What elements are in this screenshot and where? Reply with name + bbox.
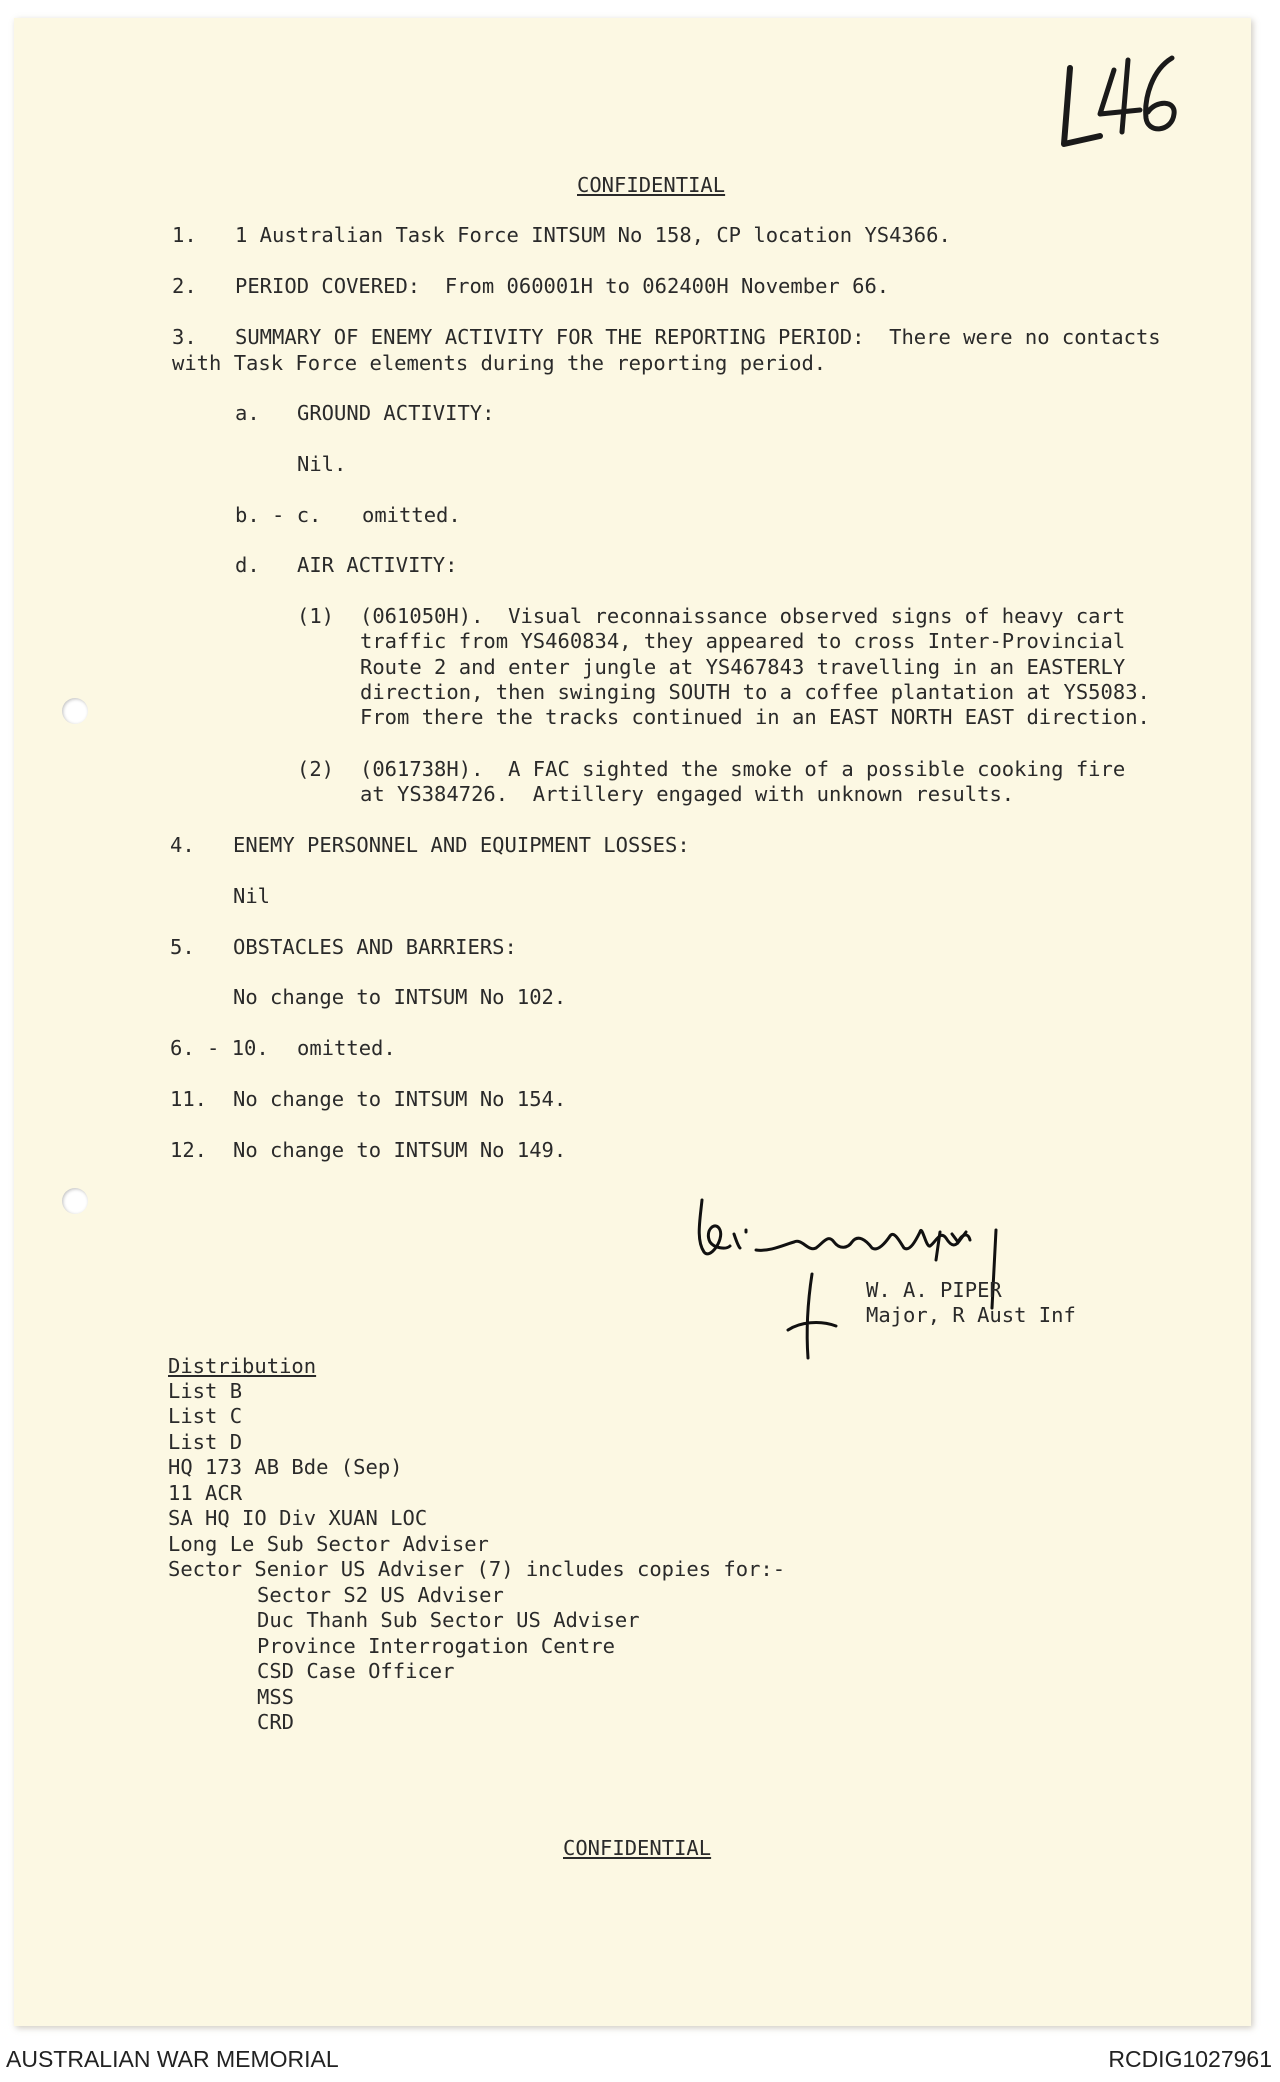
air-activity-1-line: From there the tracks continued in an EAST NORTH EAST direction. [360,705,1150,729]
distribution-subitem: Duc Thanh Sub Sector US Adviser [257,1608,640,1632]
signatory-name: W. A. PIPER [866,1278,1002,1302]
air-activity-2-line: (061738H). A FAC sighted the smoke of a possible cooking fire [360,757,1126,781]
header-classification: CONFIDENTIAL [577,173,726,197]
para-4-title: ENEMY PERSONNEL AND EQUIPMENT LOSSES: [233,833,690,857]
para-3d-number: d. [235,553,260,577]
para-3a-title: GROUND ACTIVITY: [297,401,495,425]
para-3-line-2: with Task Force elements during the reporting period. [172,351,827,375]
footer-reference: RCDIG1027961 [1108,2046,1272,2072]
para-5-number: 5. [170,935,195,959]
para-5-title: OBSTACLES AND BARRIERS: [233,935,517,959]
para-12-number: 12. [170,1138,208,1162]
para-1-number: 1. [172,223,197,247]
para-3a-body: Nil. [297,452,347,476]
para-3-number: 3. [172,325,197,349]
para-4-body: Nil [233,884,271,908]
para-11-number: 11. [170,1087,208,1111]
distribution-subitem: CSD Case Officer [257,1659,455,1683]
para-2-text: PERIOD COVERED: From 060001H to 062400H November 66. [235,274,890,298]
para-1-text: 1 Australian Task Force INTSUM No 158, CP location YS4366. [235,223,951,247]
para-11-text: No change to INTSUM No 154. [233,1087,567,1111]
distribution-item: List C [168,1404,243,1428]
para-6-10-text: omitted. [297,1036,396,1060]
distribution-subitem: CRD [257,1710,295,1734]
distribution-item: Long Le Sub Sector Adviser [168,1532,489,1556]
para-4-number: 4. [170,833,195,857]
air-activity-1-line: Route 2 and enter jungle at YS467843 travelling in an EASTERLY [360,655,1126,679]
air-activity-1-line: (061050H). Visual reconnaissance observed signs of heavy cart [360,604,1126,628]
air-activity-2-line: at YS384726. Artillery engaged with unknown results. [360,782,1015,806]
distribution-subitem: Province Interrogation Centre [257,1634,615,1658]
footer-classification: CONFIDENTIAL [563,1836,712,1860]
distribution-item: SA HQ IO Div XUAN LOC [168,1506,428,1530]
para-6-10-number: 6. - 10. [170,1036,269,1060]
para-3d-title: AIR ACTIVITY: [297,553,458,577]
distribution-item: HQ 173 AB Bde (Sep) [168,1455,403,1479]
distribution-item: List D [168,1430,243,1454]
para-3bc-number: b. - c. [235,503,322,527]
document-page [14,18,1251,2026]
para-2-number: 2. [172,274,197,298]
distribution-item: 11 ACR [168,1481,243,1505]
para-12-text: No change to INTSUM No 149. [233,1138,567,1162]
air-activity-1-number: (1) [297,604,335,628]
handwritten-page-number [1056,50,1186,150]
footer-source: AUSTRALIAN WAR MEMORIAL [6,2046,339,2072]
para-3bc-text: omitted. [362,503,461,527]
distribution-subitem: MSS [257,1685,295,1709]
distribution-item: Sector Senior US Adviser (7) includes copies for:- [168,1557,786,1581]
air-activity-1-line: traffic from YS460834, they appeared to cross Inter-Provincial [360,629,1126,653]
air-activity-1-line: direction, then swinging SOUTH to a coffee plantation at YS5083. [360,680,1150,704]
air-activity-2-number: (2) [297,757,335,781]
para-3-line-1: SUMMARY OF ENEMY ACTIVITY FOR THE REPORTING PERIOD: There were no contacts [235,325,1161,349]
punch-hole-bottom [62,1188,88,1214]
punch-hole-top [62,698,88,724]
distribution-title: Distribution [168,1354,317,1378]
signatory-rank: Major, R Aust Inf [866,1303,1076,1327]
distribution-subitem: Sector S2 US Adviser [257,1583,504,1607]
distribution-item: List B [168,1379,243,1403]
para-5-body: No change to INTSUM No 102. [233,985,567,1009]
para-3a-number: a. [235,401,260,425]
